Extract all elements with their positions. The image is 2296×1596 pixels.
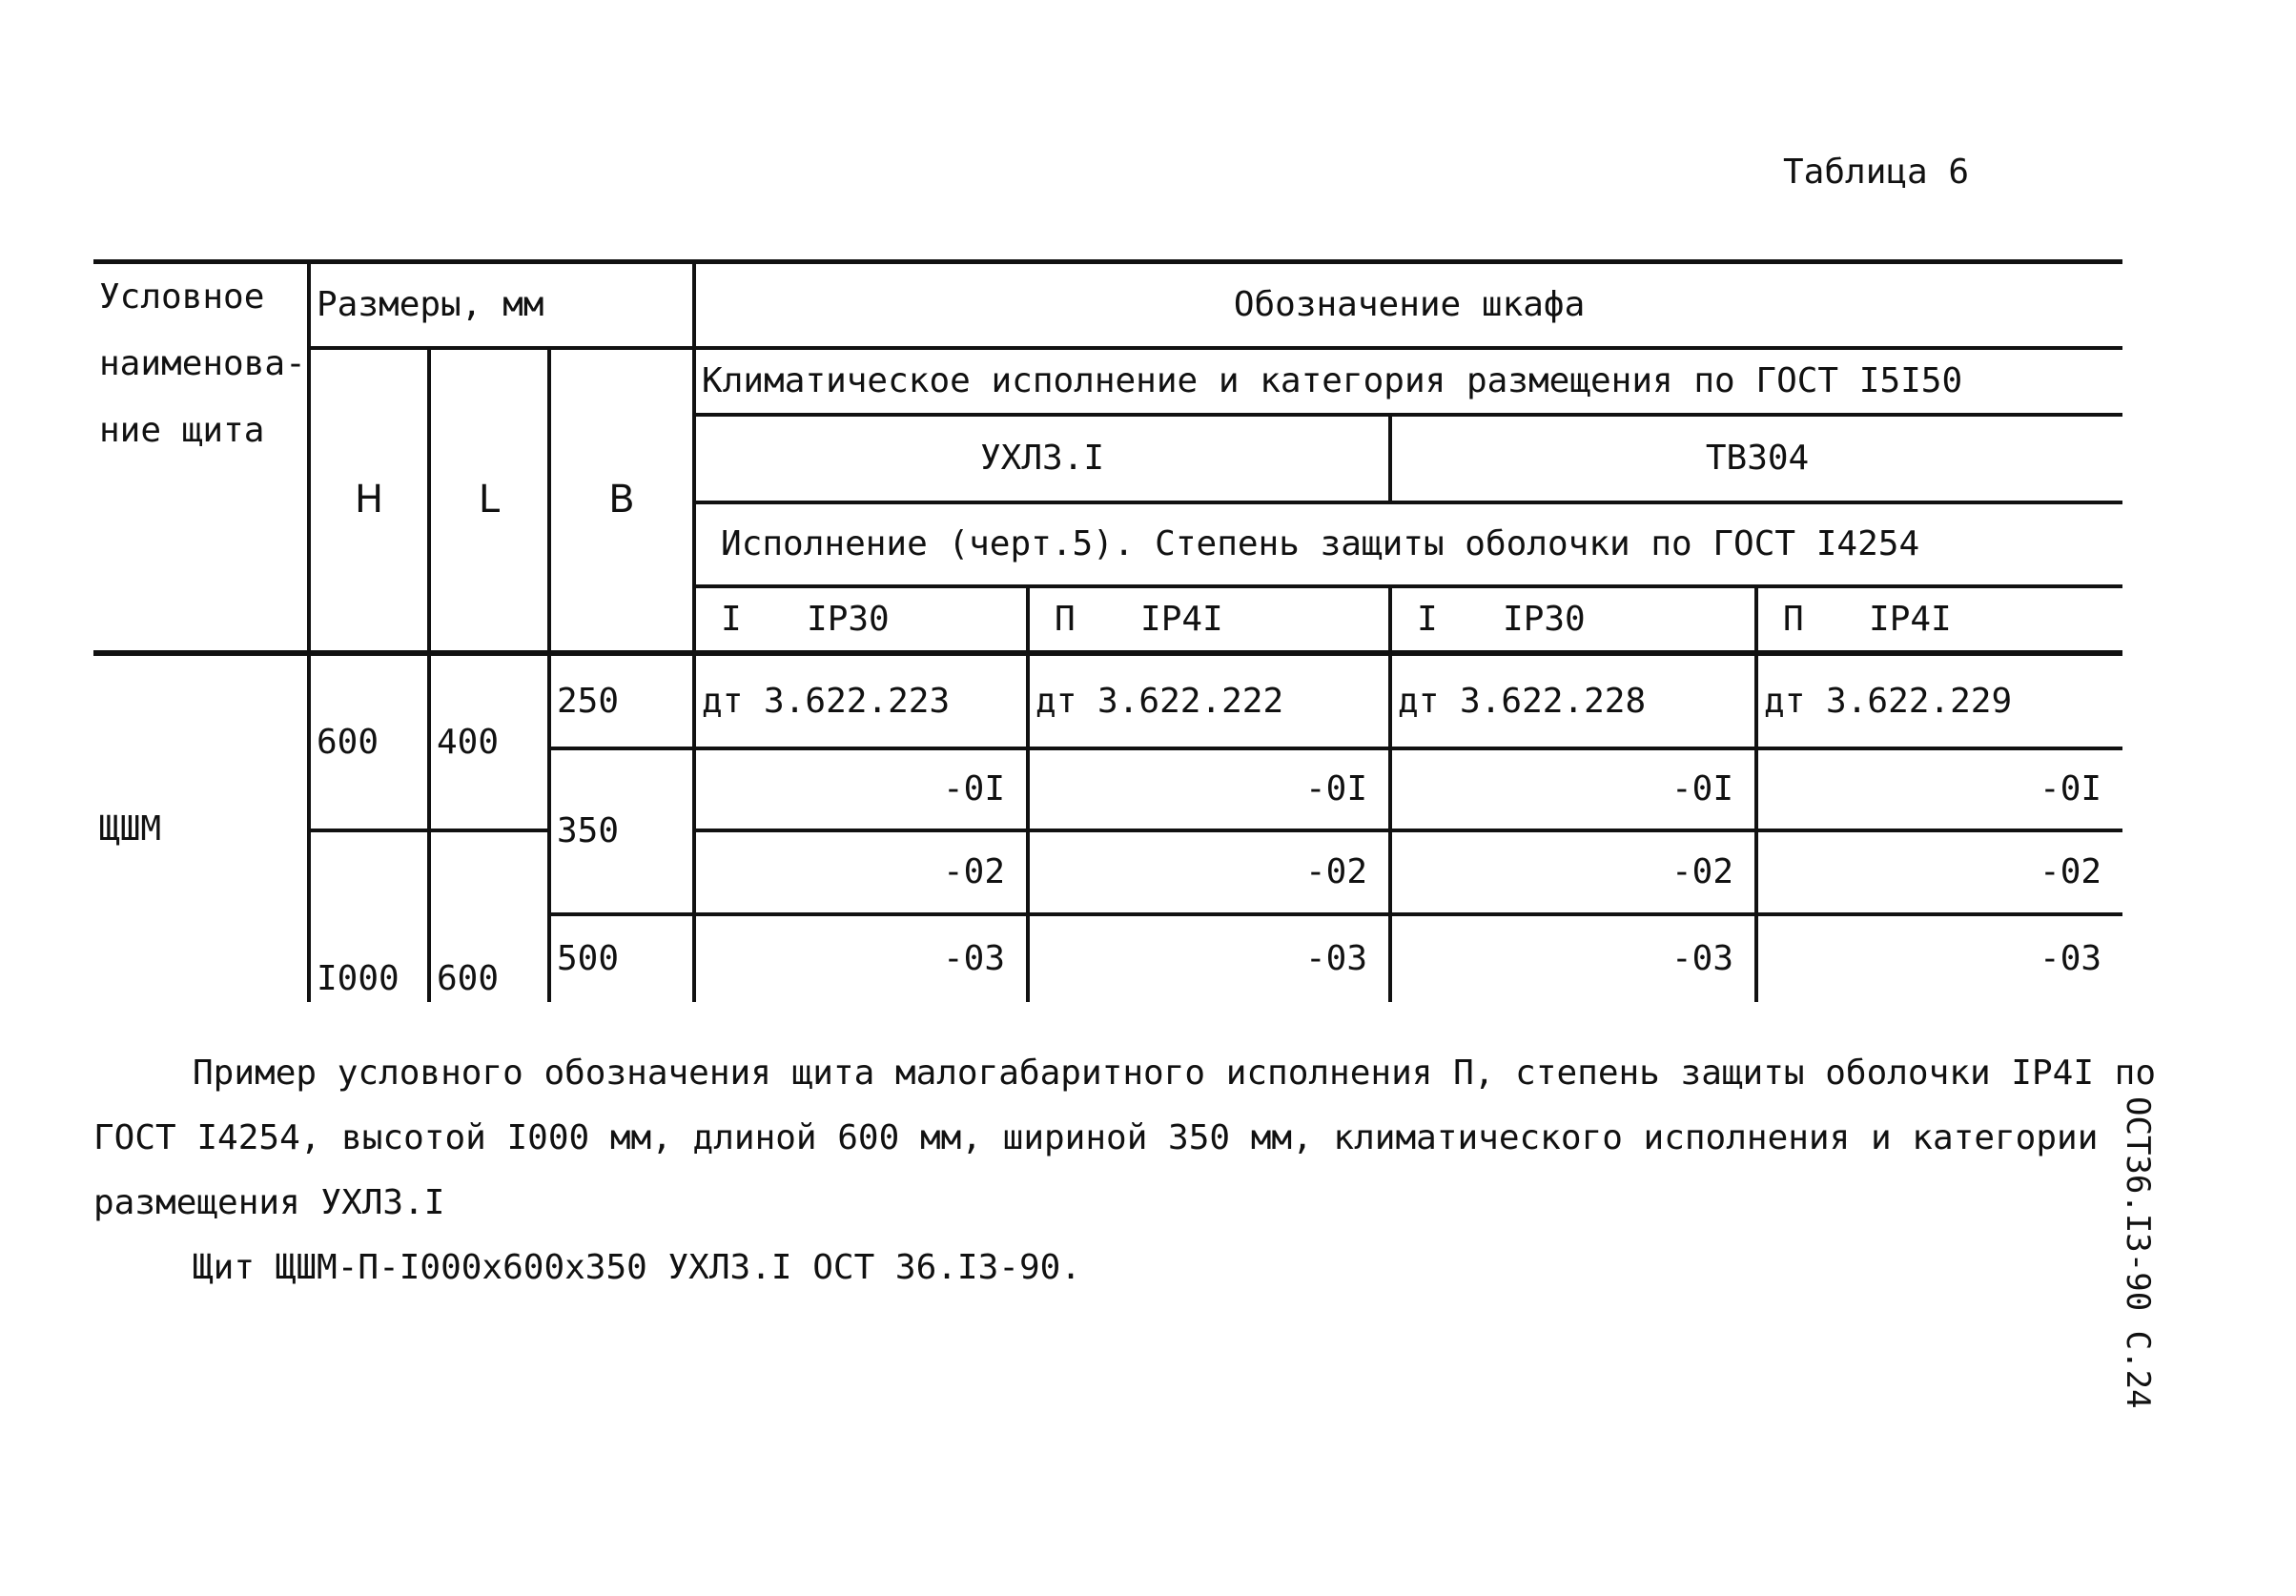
- header-dimensions: Размеры, мм: [309, 262, 694, 348]
- ip-label: IP30: [1503, 599, 1586, 639]
- example-text: [93, 1041, 2163, 1300]
- header-climate-tv: ТВ304: [1390, 415, 2122, 502]
- code-suffix-cell: -0I: [694, 748, 1028, 830]
- code-suffix-cell: -0I: [1756, 748, 2122, 830]
- cell-h-1000: I000: [309, 830, 429, 1002]
- header-cabinet-designation: Обозначение шкафа: [694, 262, 2122, 348]
- header-climate-uhl: УХЛ3.I: [694, 415, 1390, 502]
- header-dim-l: L: [429, 348, 549, 653]
- example-paragraph-line-3: размещения УХЛ3.I: [93, 1183, 445, 1222]
- example-paragraph-line-1: Пример условного обозначения щита малогабаритного исполнения П, степень защиты оболочки IP4I по: [193, 1054, 2157, 1093]
- document-code: ОСТ36.I3-90 С.24: [2119, 1096, 2157, 1409]
- code-suffix-cell: -02: [694, 830, 1028, 914]
- code-cell: дт 3.622.223: [694, 653, 1028, 748]
- code-suffix-cell: -02: [1390, 830, 1756, 914]
- row-panel-name: ЩШМ: [99, 808, 162, 849]
- header-dim-h: H: [309, 348, 429, 653]
- cabinet-designation-table: [93, 259, 2122, 1002]
- header-protection: Исполнение (черт.5). Степень защиты оболочки по ГОСТ I4254: [694, 502, 2122, 586]
- header-protection-col-3: [1390, 586, 1756, 653]
- code-cell: дт 3.622.222: [1028, 653, 1390, 748]
- table-label: Таблица 6: [1783, 153, 1970, 192]
- header-protection-col-2: [1028, 586, 1390, 653]
- cell-b-250: 250: [549, 653, 694, 748]
- code-suffix-cell: -02: [1028, 830, 1390, 914]
- cell-h-600: 600: [309, 653, 429, 830]
- header-climate: Климатическое исполнение и категория размещения по ГОСТ I5I50: [694, 348, 2122, 415]
- code-suffix-cell: -03: [1028, 914, 1390, 1002]
- cell-b-350: 350: [549, 748, 694, 914]
- code-cell: дт 3.622.229: [1756, 653, 2122, 748]
- code-suffix-cell: -03: [1390, 914, 1756, 1002]
- header-dim-b: B: [549, 348, 694, 653]
- variant-label: I: [721, 599, 742, 639]
- cell-l-600: 600: [429, 830, 549, 1002]
- ip-label: IP30: [807, 599, 890, 639]
- example-designation: Щит ЩШМ-П-I000х600х350 УХЛ3.I ОСТ 36.I3-90.: [193, 1248, 1081, 1287]
- variant-label: П: [1783, 599, 1804, 639]
- code-suffix-cell: -0I: [1390, 748, 1756, 830]
- header-protection-col-1: [694, 586, 1028, 653]
- code-suffix-cell: -03: [694, 914, 1028, 1002]
- code-suffix-cell: -02: [1756, 830, 2122, 914]
- code-suffix-cell: -03: [1756, 914, 2122, 1002]
- code-cell: дт 3.622.228: [1390, 653, 1756, 748]
- variant-label: I: [1417, 599, 1438, 639]
- header-protection-col-4: [1756, 586, 2122, 653]
- header-panel-name: Условное наименова- ние щита: [93, 262, 309, 653]
- ip-label: IP4I: [1869, 599, 1952, 639]
- example-paragraph-line-2: ГОСТ I4254, высотой I000 мм, длиной 600 мм, шириной 350 мм, климатического исполнения и категории: [93, 1118, 2099, 1157]
- code-suffix-cell: -0I: [1028, 748, 1390, 830]
- variant-label: П: [1055, 599, 1076, 639]
- cell-l-400: 400: [429, 653, 549, 830]
- cell-b-500: 500: [549, 914, 694, 1002]
- ip-label: IP4I: [1140, 599, 1223, 639]
